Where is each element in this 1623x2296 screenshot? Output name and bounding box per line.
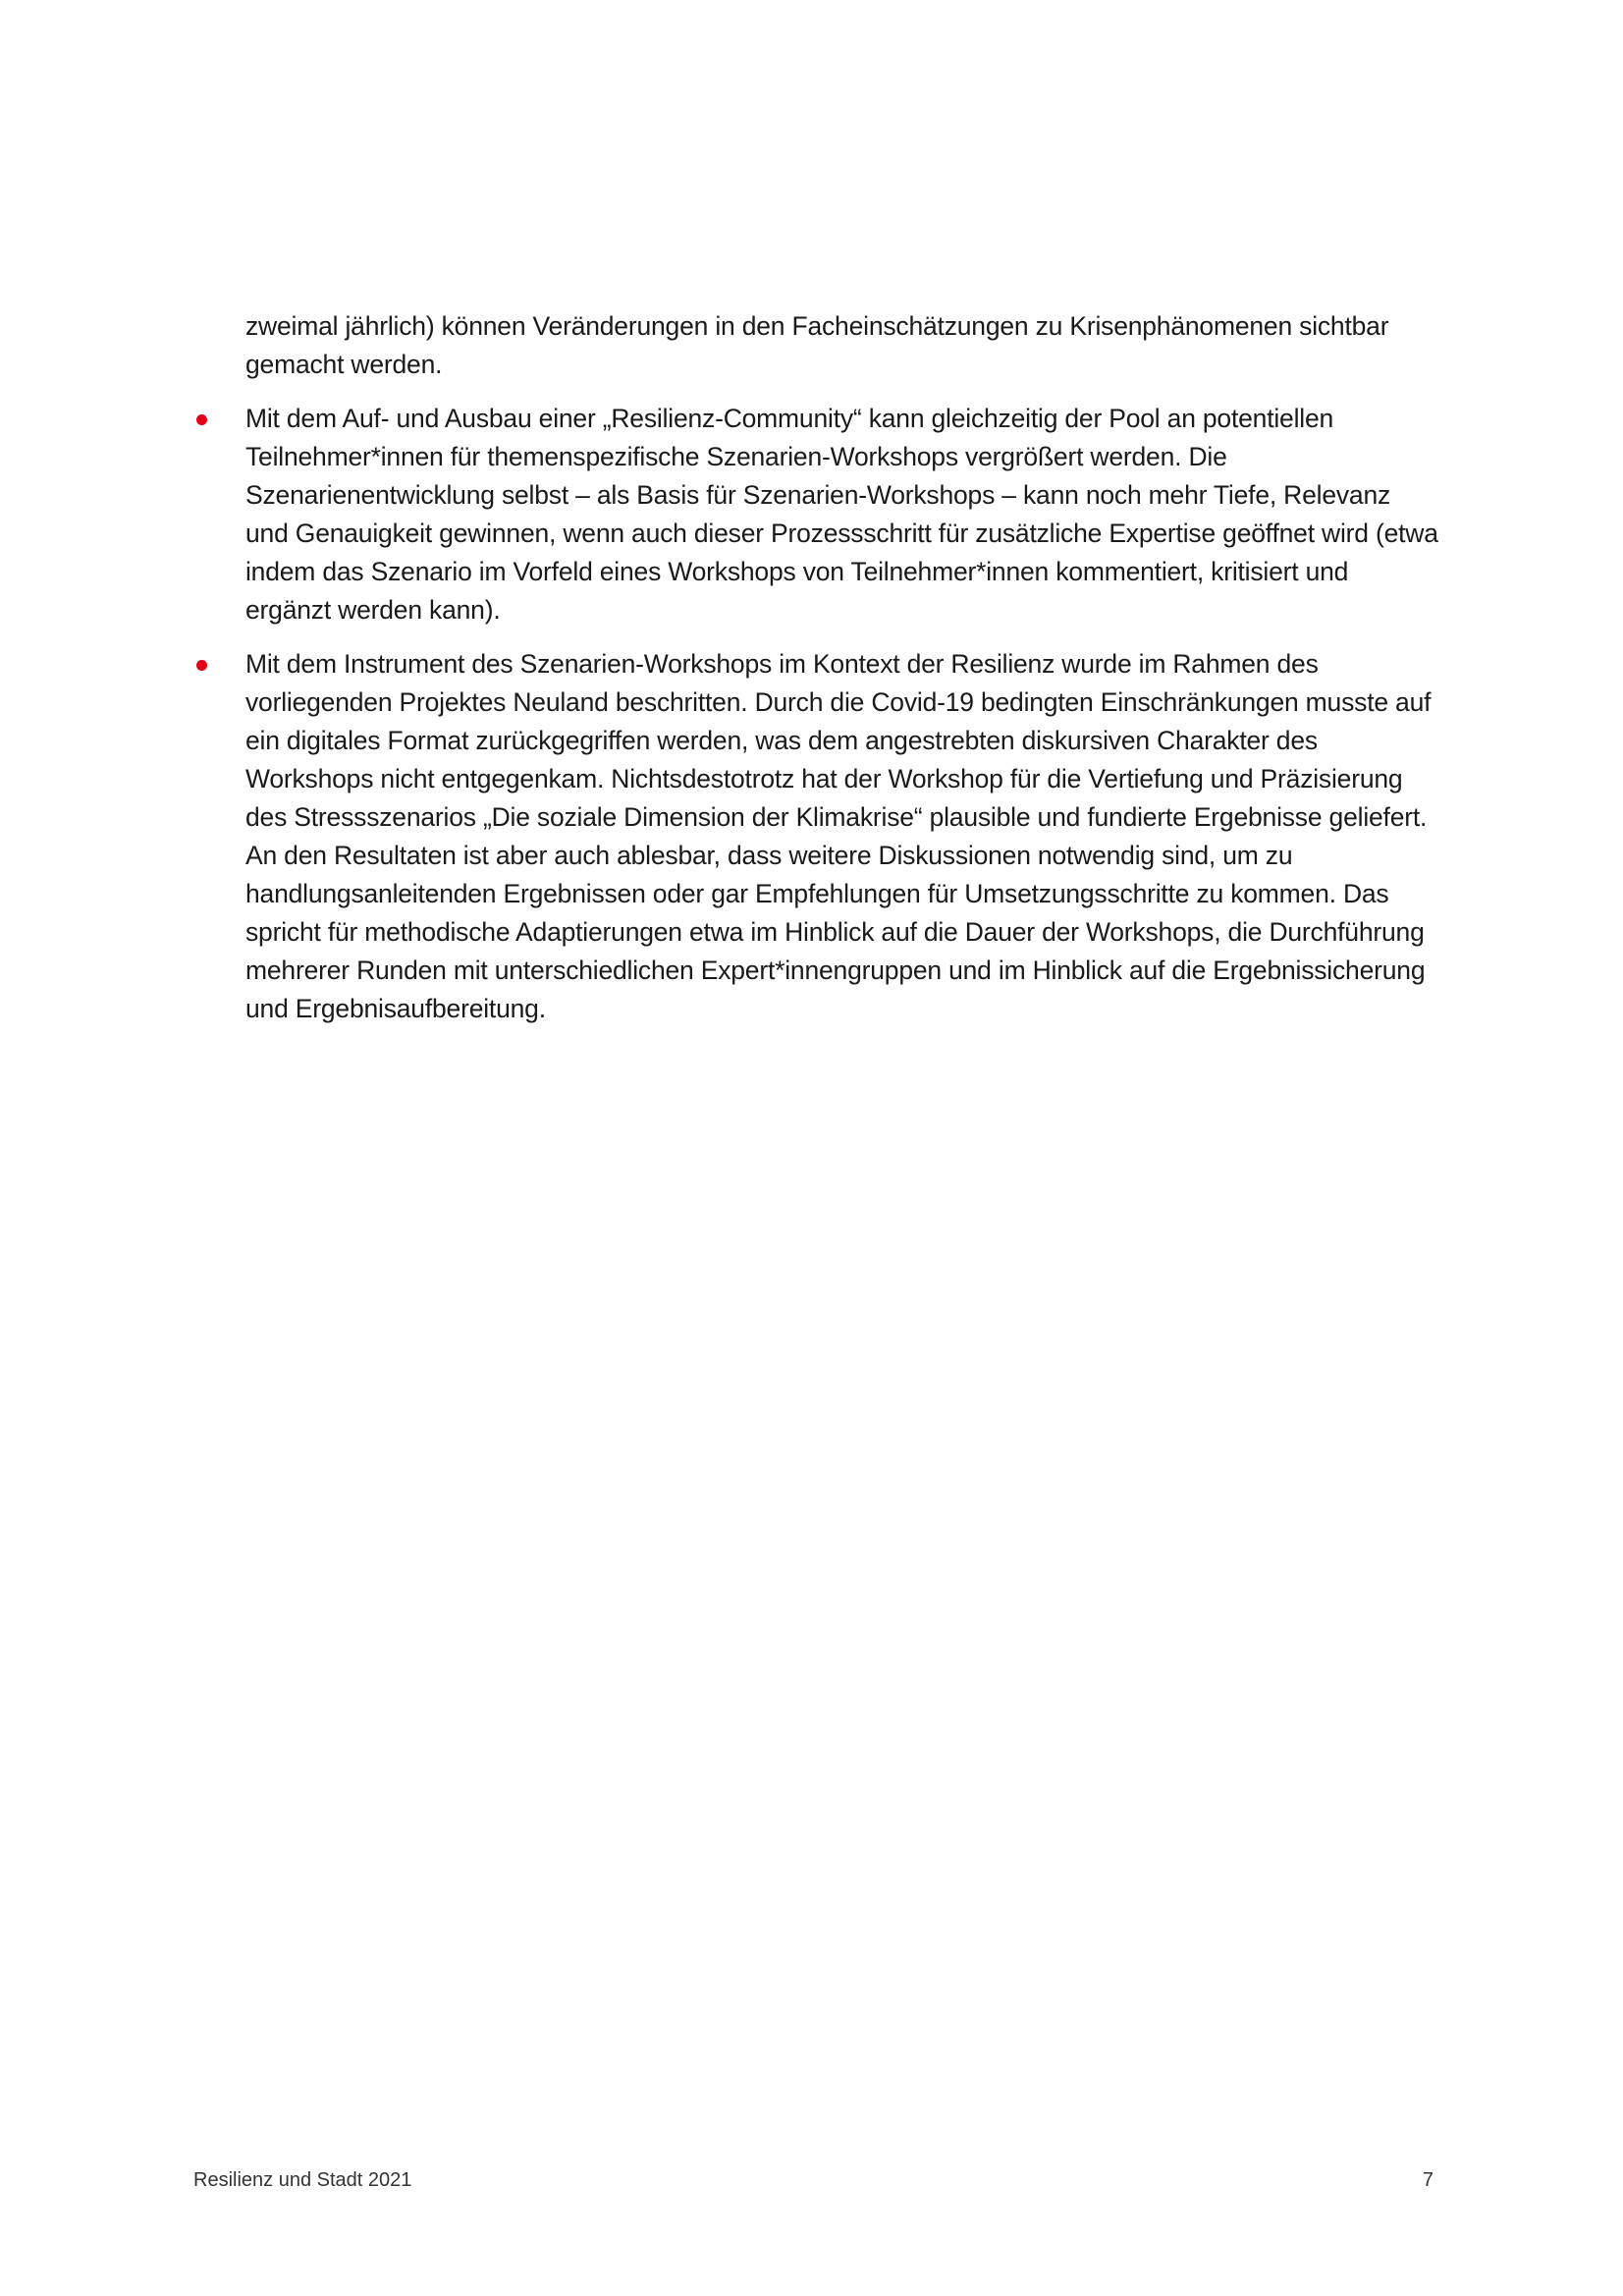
bullet-dot-icon xyxy=(196,660,207,671)
bullet-text: Mit dem Auf- und Ausbau einer „Resilienz-Community“ kann gleichzeitig der Pool an potentiellen Teilnehmer*innen für themenspezifische Szenarien-Workshops vergrößert werden. Die Szenarienentwicklung selbst – als Basis für Szenarien-Workshops – kann noch mehr Tiefe, Relevanz und Genauigkeit gewinnen, wenn auch dieser Prozessschritt für zusätzliche Expertise geöffnet wird (etwa indem das Szenario im Vorfeld eines Workshops von Teilnehmer*innen kommentiert, kritisiert und ergänzt werden kann). xyxy=(245,404,1438,625)
footer-title: Resilienz und Stadt 2021 xyxy=(193,2169,412,2191)
bullet-text: Mit dem Instrument des Szenarien-Workshops im Kontext der Resilienz wurde im Rahmen des vorliegenden Projektes Neuland beschritten. Durch die Covid-19 bedingten Einschränkungen musste auf ein digitales Format zurückgegriffen werden, was dem angestrebten diskursiven Charakter des Workshops nicht entgegenkam. Nichtsdestotrotz hat der Workshop für die Vertiefung und Präzisierung des Stressszenarios „Die soziale Dimension der Klimakrise“ plausible und fundierte Ergebnisse geliefert. An den Resultaten ist aber auch ablesbar, dass weitere Diskussionen notwendig sind, um zu handlungsanleitenden Ergebnissen oder gar Empfehlungen für Umsetzungsschritte zu kommen. Das spricht für methodische Adaptierungen etwa im Hinblick auf die Dauer der Workshops, die Durchführung mehrerer Runden mit unterschiedlichen Expert*innengruppen und im Hinblick auf die Ergebnissicherung und Ergebnisaufbereitung. xyxy=(245,649,1432,1023)
list-item xyxy=(245,400,1438,629)
list-item xyxy=(245,645,1438,1028)
bullet-list xyxy=(245,400,1438,1028)
continuation-paragraph: zweimal jährlich) können Veränderungen in den Facheinschätzungen zu Krisenphänomenen sichtbar gemacht werden. xyxy=(245,311,1389,379)
bullet-dot-icon xyxy=(196,414,207,425)
page-number: 7 xyxy=(1422,2169,1434,2191)
document-body xyxy=(245,307,1438,1044)
